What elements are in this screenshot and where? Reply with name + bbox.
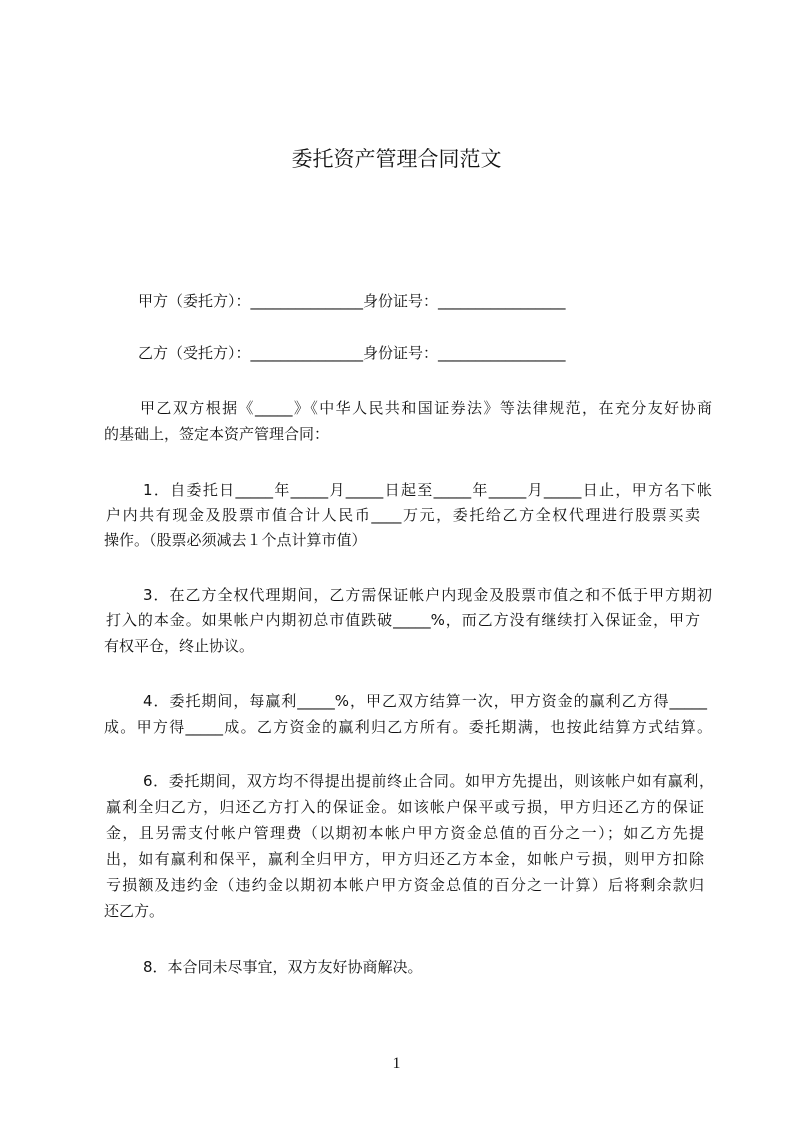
paragraph-line: 甲乙双方根据《_____》《中华人民共和国证券法》等法律规范，在充分友好协商	[140, 399, 712, 417]
paragraph-line: 4．委托期间，每赢利_____%，甲乙双方结算一次，甲方资金的赢利乙方得_____	[143, 692, 707, 710]
clause-8: 8．本合同未尽事宜，双方友好协商解决。	[143, 958, 423, 976]
paragraph-line: 1．自委托日_____年_____月_____日起至_____年_____月_____日止，甲方名下帐	[143, 481, 712, 499]
paragraph-line: 有权平仓，终止协议。	[104, 637, 255, 655]
paragraph-line: 亏损额及违约金（违约金以期初本帐户甲方资金总值的百分之一计算）后将剩余款归	[106, 876, 704, 894]
page-number: 1	[392, 1055, 401, 1072]
paragraph-line: 金，且另需支付帐户管理费（以期初本帐户甲方资金总值的百分之一）；如乙方先提	[106, 824, 704, 842]
paragraph-line: 3．在乙方全权代理期间，乙方需保证帐户内现金及股票市值之和不低于甲方期初	[143, 586, 712, 604]
paragraph-line: 打入的本金。如果帐户内期初总市值跌破_____%，而乙方没有继续打入保证金，甲方	[106, 611, 700, 629]
paragraph-line: 出，如有赢利和保平，赢利全归甲方，甲方归还乙方本金，如帐户亏损，则甲方扣除	[106, 850, 704, 868]
party-a-line: 甲方（委托方）：_______________身份证号：_________________	[138, 292, 566, 310]
paragraph-line: 6．委托期间，双方均不得提出提前终止合同。如甲方先提出，则该帐户如有赢利，	[143, 772, 714, 790]
paragraph-line: 户内共有现金及股票市值合计人民币____万元，委托给乙方全权代理进行股票买卖	[106, 506, 700, 524]
paragraph-line: 操作。（股票必须减去１个点计算市值）	[104, 531, 367, 549]
paragraph-line: 成。甲方得_____成。乙方资金的赢利归乙方所有。委托期满，也按此结算方式结算。	[104, 718, 712, 736]
paragraph-line: 的基础上，签定本资产管理合同：	[104, 425, 330, 443]
paragraph-line: 赢利全归乙方，归还乙方打入的保证金。如该帐户保平或亏损，甲方归还乙方的保证	[106, 798, 704, 816]
party-b-line: 乙方（受托方）：_______________身份证号：_________________	[138, 344, 566, 362]
document-title: 委托资产管理合同范文	[291, 147, 502, 171]
paragraph-line: 还乙方。	[104, 902, 165, 920]
